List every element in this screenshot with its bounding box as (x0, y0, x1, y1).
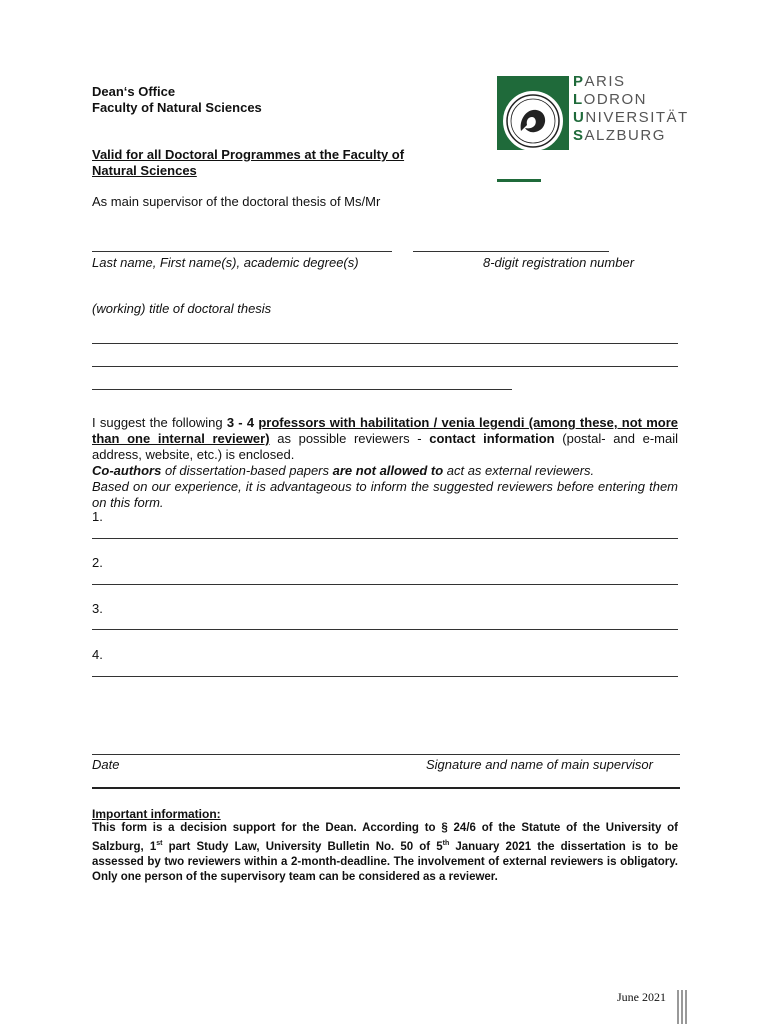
wordmark-line: LODRON (573, 91, 648, 108)
reviewer-number: 1. (92, 509, 103, 524)
name-field-label: Last name, First name(s), academic degree(s) (92, 255, 359, 270)
form-title-line2: Natural Sciences (92, 163, 197, 178)
reviewer-number: 4. (92, 647, 103, 662)
intro-text: As main supervisor of the doctoral thesis of Ms/Mr (92, 194, 381, 209)
reviewer-number: 3. (92, 601, 103, 616)
wordmark-line: SALZBURG (573, 127, 666, 144)
logo-accent-line (497, 179, 541, 182)
signature-label: Signature and name of main supervisor (426, 757, 653, 772)
reviewer-1-line[interactable] (92, 538, 678, 539)
faculty-name: Faculty of Natural Sciences (92, 100, 262, 115)
date-label: Date (92, 757, 120, 772)
university-wordmark (573, 73, 689, 145)
reviewer-instructions: I suggest the following 3 - 4 professors with habilitation / venia legendi (among these, not more than one internal reviewer) as possible reviewers - contact information (postal- and e-mail address, website, etc.) is enclosed. Co-authors of dissertation-based papers are not allowed to act as external reviewers. Based on our experience, it is advantageous to inform the suggested reviewers before entering them on this form. (92, 415, 678, 510)
name-field-line[interactable] (92, 251, 392, 252)
thesis-title-line[interactable] (92, 389, 512, 390)
wordmark-line: PARIS (573, 73, 626, 90)
reviewer-number: 2. (92, 555, 103, 570)
thesis-title-line[interactable] (92, 366, 678, 367)
footer-marks (677, 990, 689, 1024)
thesis-title-label: (working) title of doctoral thesis (92, 301, 272, 316)
registration-field-label: 8-digit registration number (483, 255, 635, 270)
reviewer-4-line[interactable] (92, 676, 678, 677)
footer-date: June 2021 (617, 990, 666, 1004)
form-title-line1: Valid for all Doctoral Programmes at the Faculty of (92, 147, 405, 162)
section-divider (92, 787, 680, 789)
office-name: Dean‘s Office (92, 84, 176, 99)
registration-field-line[interactable] (413, 251, 609, 252)
reviewer-2-line[interactable] (92, 584, 678, 585)
signature-line[interactable] (92, 754, 680, 755)
wordmark-line: UNIVERSITÄT (573, 109, 689, 126)
important-heading: Important information: (92, 807, 221, 821)
thesis-title-line[interactable] (92, 343, 678, 344)
lion-emblem-icon (503, 91, 563, 151)
important-text: This form is a decision support for the Dean. According to § 24/6 of the Statute of the University of Salzburg, 1st part Study Law, University Bulletin No. 50 of 5th January 2021 the dissertation is to be assessed by two reviewers within a 2-month-deadline. The involvement of external reviewers is obligatory. Only one person of the supervisory team can be considered as a reviewer. (92, 822, 678, 883)
reviewer-3-line[interactable] (92, 629, 678, 630)
